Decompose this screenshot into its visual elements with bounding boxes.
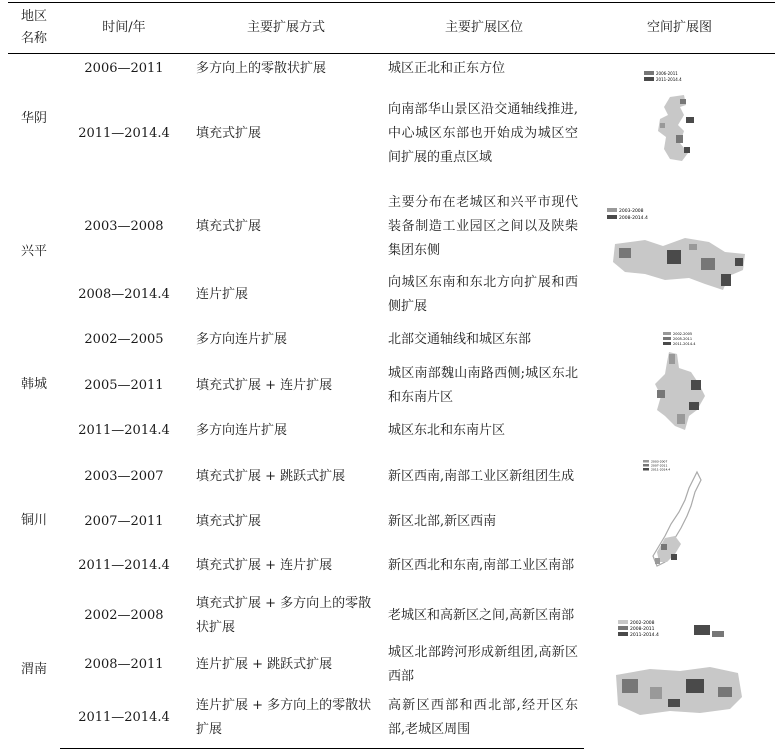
- method-cell: 连片扩展 + 跳跃式扩展: [196, 656, 333, 672]
- time-cell: 2005—2011: [84, 377, 164, 393]
- area-cell: 向城区东南和东北方向扩展和西侧扩展: [388, 274, 578, 314]
- expansion-patch: [619, 248, 631, 258]
- time-cell: 2011—2014.4: [78, 125, 170, 141]
- header-area: 主要扩展区位: [384, 3, 584, 54]
- expansion-patch: [694, 625, 710, 635]
- legend-swatch: [643, 468, 649, 471]
- method-cell: 填充式扩展: [196, 218, 262, 234]
- method-cell: 填充式扩展 + 连片扩展: [196, 377, 333, 393]
- expansion-patch: [684, 147, 690, 153]
- area-cell: 北部交通轴线和城区东部: [388, 332, 532, 347]
- method-cell: 多方向连片扩展: [196, 332, 288, 347]
- expansion-patch: [686, 117, 694, 123]
- area-cell: 向南部华山景区沿交通轴线推进,中心城区东部也开始成为城区空间扩展的重点区域: [388, 101, 578, 165]
- legend-label: 2006-2011: [655, 70, 678, 76]
- time-cell: 2003—2008: [84, 218, 164, 234]
- table-header-row: [8, 3, 775, 54]
- time-cell: 2008—2014.4: [78, 286, 170, 302]
- legend-swatch: [618, 632, 628, 636]
- area-cell: 新区西南,南部工业区新组团生成: [388, 468, 575, 484]
- expansion-patch: [689, 244, 697, 250]
- legend-label: 2011-2014.4: [672, 342, 695, 346]
- weinan-expansion-map: [610, 617, 750, 722]
- legend-swatch: [618, 626, 628, 630]
- table-row: [8, 184, 775, 270]
- legend-swatch: [663, 342, 671, 345]
- map-tongchuan: [584, 451, 775, 591]
- legend-label: 2008-2014.4: [618, 216, 648, 221]
- method-cell: 连片扩展 + 多方向上的零散状扩展: [188, 689, 384, 749]
- expansion-patch: [686, 679, 704, 693]
- hancheng-expansion-map: [635, 330, 725, 440]
- method-cell: 填充式扩展 + 连片扩展: [196, 557, 333, 573]
- method-cell: 多方向连片扩展: [196, 422, 288, 438]
- expansion-patch: [667, 250, 681, 264]
- area-cell: 主要分布在老城区和兴平市现代装备制造工业园区之间以及陕柴集团东侧: [388, 194, 578, 258]
- legend-swatch: [663, 332, 671, 335]
- method-cell: 连片扩展: [196, 286, 249, 302]
- area-cell: 城区东北和东南片区: [388, 422, 506, 438]
- expansion-patch: [676, 135, 683, 143]
- method-cell: 多方向上的零散状扩展: [196, 60, 327, 76]
- time-cell: 2002—2005: [84, 332, 164, 347]
- legend-label: 2005-2011: [672, 337, 692, 341]
- expansion-patch: [655, 558, 660, 564]
- legend-swatch: [607, 215, 617, 219]
- time-cell: 2007—2011: [84, 513, 164, 529]
- map-xingping: [584, 184, 775, 320]
- legend-swatch: [643, 460, 649, 463]
- table-row: [8, 54, 775, 84]
- legend-label: 2002-2008: [629, 621, 655, 626]
- header-method: 主要扩展方式: [188, 3, 384, 54]
- region-cell: 铜川: [20, 512, 47, 528]
- urban-expansion-table: [8, 2, 775, 749]
- huayin-expansion-map: [640, 69, 720, 169]
- expansion-patch: [701, 258, 715, 270]
- urban-area: [657, 536, 681, 562]
- legend-label: 2007-2011: [650, 463, 667, 468]
- map-weinan: [584, 591, 775, 749]
- region-cell: 渭南: [20, 661, 47, 677]
- method-cell: 填充式扩展 + 跳跃式扩展: [196, 468, 346, 484]
- map-huayin: [584, 54, 775, 184]
- legend-swatch: [607, 208, 617, 212]
- legend-label: 2011-2014.4: [629, 633, 659, 638]
- time-cell: 2003—2007: [84, 468, 164, 484]
- header-region: 地区名称: [8, 3, 60, 54]
- time-cell: 2008—2011: [84, 656, 164, 672]
- area-cell: 新区西北和东南,南部工业区南部: [388, 557, 575, 573]
- area-cell: 城区正北和正东方位: [388, 60, 506, 76]
- legend-swatch: [644, 71, 654, 75]
- time-cell: 2011—2014.4: [60, 689, 188, 749]
- region-cell: 韩城: [20, 377, 47, 392]
- method-cell: 填充式扩展: [196, 513, 262, 529]
- table-row: [8, 451, 775, 503]
- expansion-patch: [668, 699, 680, 707]
- legend-swatch: [618, 620, 628, 624]
- legend-label: 2008-2011: [629, 627, 655, 632]
- legend-swatch: [644, 77, 654, 81]
- legend-label: 2002-2005: [672, 332, 692, 336]
- expansion-patch: [671, 554, 677, 560]
- expansion-patch: [660, 123, 665, 128]
- expansion-patch: [657, 390, 665, 398]
- legend-swatch: [643, 464, 649, 467]
- time-cell: 2006—2011: [84, 60, 164, 76]
- time-cell: 2011—2014.4: [78, 422, 170, 438]
- expansion-patch: [712, 631, 724, 637]
- area-cell: 老城区和高新区之间,高新区南部: [388, 607, 575, 623]
- xingping-expansion-map: [605, 204, 755, 299]
- table-row: [8, 591, 775, 641]
- map-hancheng: [584, 320, 775, 451]
- header-time: 时间/年: [60, 3, 188, 54]
- area-cell: 高新区西部和西北部,经开区东部,老城区周围: [384, 689, 584, 749]
- area-cell: 城区南部魏山南路西侧;城区东北和东南片区: [388, 365, 578, 405]
- legend-label: 2003-2007: [650, 459, 667, 464]
- expansion-patch: [622, 679, 638, 693]
- area-cell: 新区北部,新区西南: [388, 513, 497, 529]
- expansion-patch: [691, 380, 701, 390]
- method-cell: 填充式扩展: [196, 125, 262, 141]
- expansion-patch: [735, 258, 743, 266]
- legend-label: 2011-2014.4: [650, 467, 670, 472]
- region-cell: 兴平: [20, 243, 47, 259]
- method-cell: 填充式扩展 + 多方向上的零散状扩展: [196, 595, 372, 635]
- tongchuan-expansion-map: [635, 458, 725, 583]
- area-cell: 城区北部跨河形成新组团,高新区西部: [388, 644, 578, 684]
- expansion-patch: [718, 687, 732, 697]
- expansion-patch: [677, 414, 685, 424]
- time-cell: 2002—2008: [84, 607, 164, 623]
- legend-swatch: [663, 337, 671, 340]
- expansion-patch: [689, 402, 699, 410]
- expansion-patch: [669, 354, 675, 364]
- expansion-patch: [680, 99, 686, 104]
- table-row: [8, 320, 775, 361]
- expansion-patch: [661, 544, 667, 550]
- legend-label: 2003-2008: [618, 209, 644, 214]
- expansion-patch: [721, 274, 731, 286]
- legend-label: 2011-2014.4: [655, 76, 682, 82]
- time-cell: 2011—2014.4: [78, 557, 170, 573]
- region-cell: 华阴: [20, 110, 47, 126]
- expansion-patch: [650, 687, 662, 699]
- header-map: 空间扩展图: [584, 3, 775, 54]
